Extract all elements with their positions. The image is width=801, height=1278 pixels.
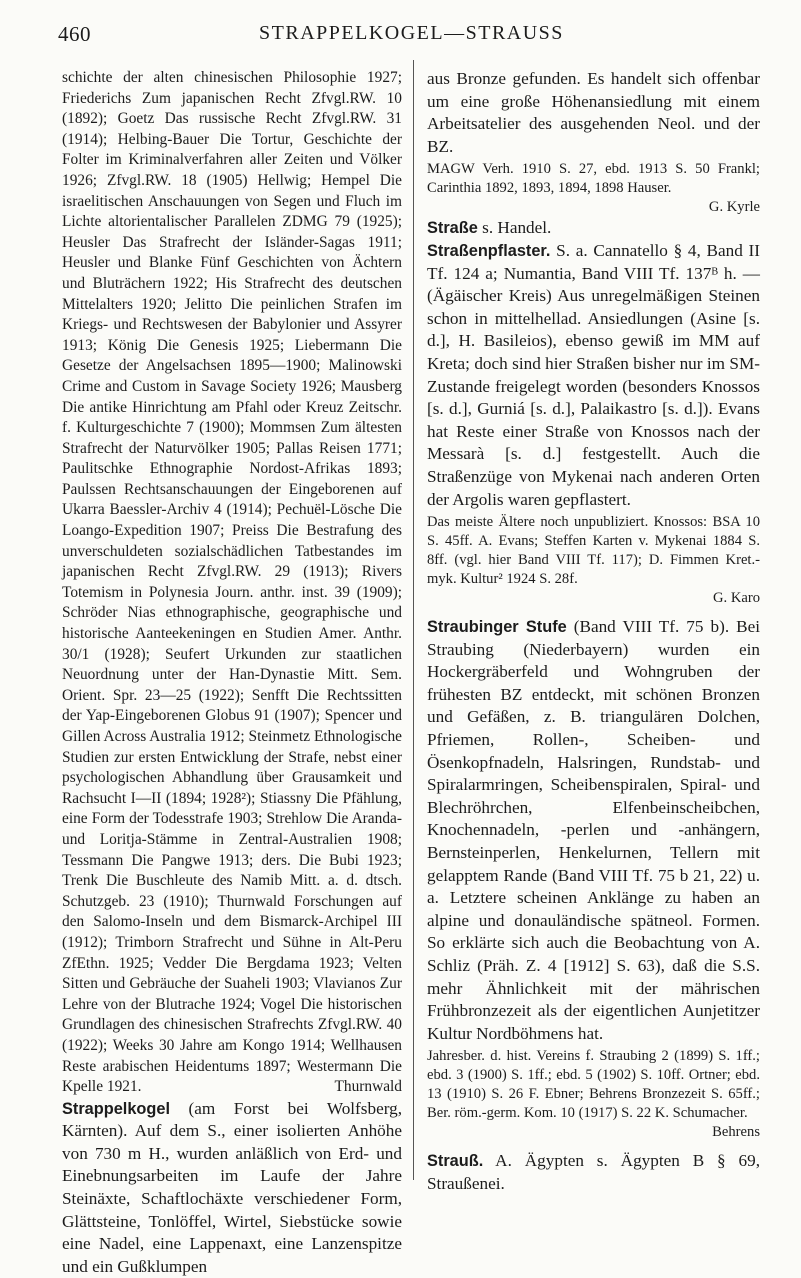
bibliography-entries: schichte der alten chinesischen Philosophie 1927; Friederichs Zum japanischen Recht Zfvgl.RW. 10 (1892); Goetz Das russische Recht Zfvgl.RW. 31 (1914); Helbing-Bauer Die Tortur, Geschichte der Folter im Kriminalverfahren aller Zeiten und Völker 1926; Zfvgl.RW. 18 (1905) Hellwig; Hempel Die israelitischen Anschauungen von Segen und Fluch im Lichte altorientalischer Parallelen ZDMG 79 (1925); Heusler Das Strafrecht der Isländer-Sagas 1911; Heusler und Blanke Fünf Geschichten von Ächtern und Bluträchern 1922; His Strafrecht des deutschen Mittelalters 1920; Jelitto Die peinlichen Strafen im Kriegs- und Rechtswesen der Babylonier und Assyrer 1913; König Die Genesis 1925; Liebermann Die Gesetze der Angelsachsen 1895—1900; Malinowski Crime and Custom in Savage Society 1926; Mausberg Die antike Hinrichtung am Pfahl oder Kreuz Zeitschr. f. Kulturgeschichte 7 (1900); Mommsen Zum ältesten Strafrecht der Naturvölker 1905; Pallas Reisen 1771; Paulitschke Ethnographie Nordost-Afrikas 1893; Paulssen Rechtsanschauungen der Eingeborenen auf Ukarra Baessler-Archiv 4 (1914); Pechuël-Lösche Die Loango-Expedition 1907; Preiss Die Bestrafung des unverschuldeten sozialschädlichen Tatbestandes im japanischen Recht Zfvgl.RW. 29 (1913); Rivers Totemism in Polynesia Journ. anthr. inst. 39 (1909); Schröder Nias ethnographische, geographische und historische Aanteekeningen en Studien Amer. Anthr. 30/1 (1928); Seufert Urkunden zur staatlichen Neuordnung unter der Han-Dynastie Mitt. Sem. Orient. Spr. 23—25 (1922); Senfft Die Rechtssitten der Yap-Eingeborenen Globus 91 (1907); Spencer und Gillen Across Australia 1912; Steinmetz Ethnologische Studien zur ersten Entwicklung der Strafe, nebst einer psychologischen Abhandlung über Grausamkeit und Rachsucht I—II (1894; 1928²); Stiassny Die Pfählung, eine Form der Todesstrafe 1903; Strehlow Die Aranda- und Loritja-Stämme in Zentral-Australien 1908; Tessmann Die Pangwe 1913; ders. Die Bubi 1923; Trenk Die Buschleute des Namib Mitt. a. d. dtsch. Schutzgeb. 23 (1910); Thurnwald Forschungen auf den Salomo-Inseln und dem Bismarck-Archipel III (1912); Trimborn Strafrecht und Sühne in Alt-Peru ZfEthn. 1925; Vedder Die Bergdama 1923; Velten Sitten und Gebräuche der Suaheli 1903; Vlavianos Zur Lehre von der Blutrache 1924; Vogel Die historischen Grundlagen des chinesischen Strafrechts Zfvgl.RW. 40 (1922); Weeks 30 Jahre am Kongo 1914; Wellhausen Reste arabischen Heidentums 1897; Westermann Die Kpelle 1921. bbox=[62, 69, 402, 1096]
entry-strasse bbox=[427, 217, 760, 240]
lemma-strappelkogel: Strappelkogel bbox=[62, 1099, 170, 1118]
page-header bbox=[58, 22, 765, 50]
lemma-strassenpflaster: Straßenpflaster. bbox=[427, 241, 551, 260]
entry-strauss bbox=[427, 1150, 760, 1195]
straubinger-text: (Band VIII Tf. 75 b). Bei Straubing (Niederbayern) wurden ein Hockergräberfeld und Wohngruben der frühesten BZ entdeckt, mit schönen Bronzen und Gefäßen, z. B. triangulären Dolchen, Pfriemen, Rollen-, Scheiben- und Ösenkopfnadeln, Halsringen, Rundstab- und Spiralarmringen, Scheibenspiralen, Spiral- und Blechröhrchen, Elfenbeinscheibchen, Knochennadeln, -perlen und -anhängern, Bernsteinperlen, Henkelurnen, Tellern mit gelapptem Rande (Band VIII Tf. 75 b 21, 22) u. a. Letztere scheinen Anklänge zu haben an alpine und donauländische spätneol. Formen. So erklärte sich auch die Beobachtung von A. Schliz (Präh. Z. 4 [1912] S. 63), daß die S.S. mehr Ähnlichkeit mit der mährischen Frühbronzezeit als der eigentlichen Aunjetitzer Kultur Nordböhmens hat. bbox=[427, 617, 761, 1043]
strappelkogel-text: (am Forst bei Wolfsberg, Kärnten). Auf dem S., einer isolierten Anhöhe von 730 m H., wurden anläßlich von Erd- und Einebnungsarbeiten im Laufe der Jahre Steinäxte, Schaftlochäxte verschiedener Form, Glättsteine, Tonlöffel, Wirtel, Siebstücke sowie eine Nadel, eine Lappenaxt, eine Lanzenspitze und ein Gußklumpen bbox=[62, 1098, 402, 1276]
bibliography-text bbox=[62, 68, 402, 1098]
entry-strassenpflaster bbox=[427, 240, 760, 511]
straubinger-signature: Behrens bbox=[712, 1124, 760, 1141]
lemma-strauss: Strauß. bbox=[427, 1152, 484, 1171]
straubinger-refs: Jahresber. d. hist. Vereins f. Straubing 2 (1899) S. 1ff.; ebd. 3 (1900) S. 1ff.; ebd. 5 (1902) S. 10ff. Ortner; ebd. 13 (1910) S. 26 F. Ebner; Behrens Bronzezeit S. 65ff.; Ber. röm.-germ. Kom. 10 (1917) S. 22 K. Schumacher. bbox=[427, 1048, 760, 1122]
entry-strappelkogel bbox=[62, 1098, 402, 1278]
strauss-text: A. Ägypten s. Ägypten B § 69, Straußenei. bbox=[427, 1151, 760, 1193]
strasse-text: s. Handel. bbox=[482, 218, 552, 238]
strassenpflaster-text: S. a. Cannatello § 4, Band II Tf. 124 a; Numantia, Band VIII Tf. 137ᴮ h. — (Ägäischer Kreis) Aus unregelmäßigen Steinen schon in mittelhellad. Ansiedlungen (Asine [s. d.], H. Basileios), ebenso gewiß im MM auf Kreta; doch sind hier Straßen bisher nur im SM-Zustande freigelegt worden (besonders Knossos [s. d.], Gurniá [s. d.], Palaikastro [s. d.]). Evans hat Reste einer Straße von Knossos nach der Messarà [s. d.] festgestellt. Auch die Straßenzüge von Mykenai nach anderen Orten der Argolis waren gepflastert. bbox=[427, 240, 760, 509]
strappelkogel-continuation: aus Bronze gefunden. Es handelt sich offenbar um eine große Höhenansiedlung mit einem Arbeitsatelier des ausgehenden Neol. und der BZ. bbox=[427, 69, 760, 156]
strappelkogel-signature: G. Kyrle bbox=[708, 199, 760, 216]
left-column bbox=[62, 68, 402, 1278]
strappelkogel-refs: MAGW Verh. 1910 S. 27, ebd. 1913 S. 50 Frankl; Carinthia 1892, 1893, 1894, 1898 Hauser. bbox=[427, 161, 760, 197]
right-column bbox=[427, 68, 760, 1196]
lemma-straubinger: Straubinger Stufe bbox=[427, 618, 567, 637]
entry-straubinger bbox=[427, 616, 760, 1045]
lemma-strasse: Straße bbox=[427, 219, 478, 238]
bibliography-signature: Thurnwald bbox=[334, 1078, 402, 1096]
column-divider bbox=[413, 60, 414, 1180]
strassenpflaster-refs: Das meiste Ältere noch unpubliziert. Knossos: BSA 10 S. 45ff. A. Evans; Steffen Karten v. Mykenai 1884 S. 8ff. (vgl. hier Band VIII Tf. 117); D. Fimmen Kret.-myk. Kultur² 1924 S. 28f. bbox=[427, 514, 760, 588]
running-head: STRAPPELKOGEL—STRAUSS bbox=[259, 22, 564, 44]
strassenpflaster-signature: G. Karo bbox=[712, 590, 760, 607]
page-number: 460 bbox=[58, 22, 91, 46]
